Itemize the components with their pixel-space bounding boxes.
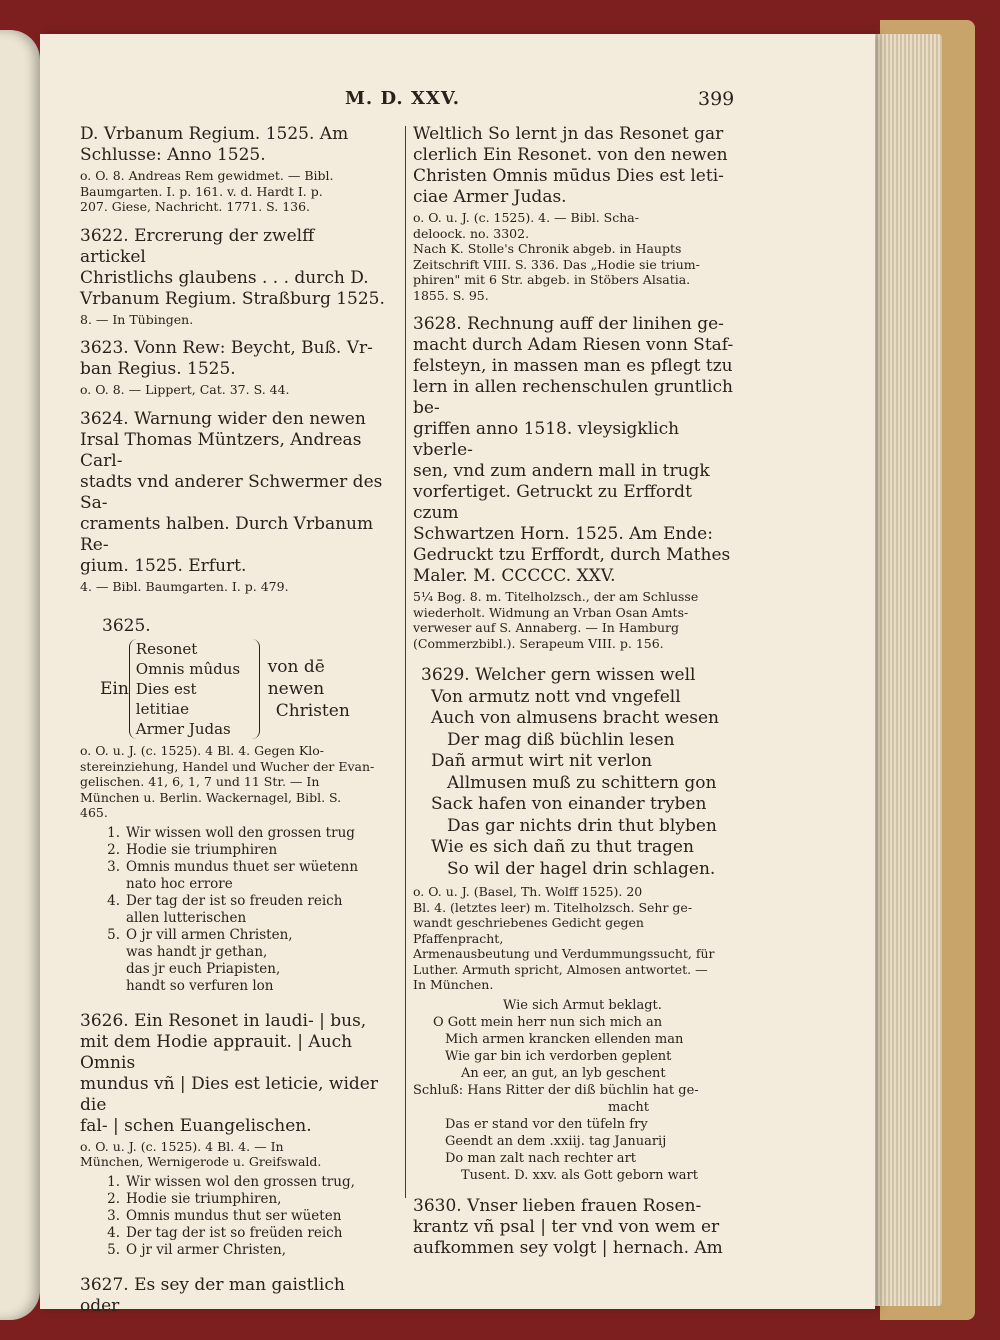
entry-title — [80, 124, 385, 166]
poem-line: Allmusen muß zu schittern gon — [447, 772, 717, 793]
text-line: 3628. Rechnung auff der linihen ge- — [413, 314, 724, 334]
list-text: O jr vil armer Christen, — [126, 1241, 287, 1258]
entry-title — [80, 409, 385, 577]
entry-3628 — [413, 314, 735, 651]
list-text: nato hoc errore — [126, 875, 233, 892]
entry-3626 — [80, 1011, 385, 1259]
note-line: o. O. u. J. (c. 1525). 4 Bl. 4. Gegen Klo- — [80, 743, 325, 758]
list-number: 3. — [107, 858, 120, 875]
note-line: stereinziehung, Handel und Wucher der Evan- — [80, 758, 375, 774]
text-line: gium. 1525. Erfurt. — [80, 555, 247, 576]
list-item — [80, 927, 385, 944]
note-line: o. O. u. J. (c. 1525). 4. — Bibl. Scha- — [413, 210, 639, 225]
note-line: München u. Berlin. Wackernagel, Bibl. S. — [80, 789, 342, 805]
right-column — [413, 124, 735, 1270]
entry-3624 — [80, 409, 385, 595]
note-line: 4. — Bibl. Baumgarten. I. p. 479. — [80, 578, 289, 594]
note-line: verweser auf S. Annaberg. — In Hamburg — [413, 620, 680, 635]
note-line: o. O. u. J. (Basel, Th. Wolff 1525). 20 — [413, 884, 643, 899]
brace-title — [80, 639, 385, 739]
incipit-list — [80, 1174, 385, 1259]
verse-line: Wie gar bin ich verdorben geplent — [445, 1048, 672, 1064]
text-line: fal- | schen Euangelischen. — [80, 1115, 312, 1136]
column-divider — [405, 126, 406, 1198]
text-line: felsteyn, in massen man es pflegt tzu — [413, 356, 733, 376]
entry-note — [413, 884, 735, 993]
verse-line: Do man zalt nach rechter art — [445, 1150, 637, 1166]
text-line: Christen — [275, 701, 350, 721]
brace-suffix — [260, 656, 385, 722]
text-line: aufkommen sey volgt | hernach. Am — [413, 1237, 723, 1258]
note-line: gelischen. 41, 6, 1, 7 und 11 Str. — In — [80, 774, 320, 789]
text-line: 3622. Ercrerung der zwelff artickel — [80, 225, 315, 267]
text-line: clerlich Ein Resonet. von den newen — [413, 145, 728, 165]
entry-title — [80, 1275, 385, 1317]
note-line: Zeitschrift VIII. S. 336. Das „Hodie sie trium- — [413, 256, 700, 272]
list-item — [80, 842, 385, 859]
list-text: O jr vill armen Christen, — [126, 926, 293, 943]
list-number: 2. — [107, 1190, 120, 1207]
entry-3623 — [80, 338, 385, 398]
entry-note — [413, 210, 735, 303]
text-line: mundus vñ | Dies est leticie, wider die — [80, 1073, 378, 1115]
entry-note — [80, 579, 385, 595]
braced-item: Omnis mûdus — [135, 660, 241, 678]
note-line: phiren" mit 6 Str. abgeb. in Stöbers Alsatia. — [413, 272, 691, 287]
text-line: Vrbanum Regium. Straßburg 1525. — [80, 288, 385, 309]
braced-item: Armer Judas — [135, 720, 231, 738]
list-item — [80, 1242, 385, 1259]
list-text: Wir wissen woll den grossen trug — [126, 824, 355, 841]
text-line: Gedruckt tzu Erffordt, durch Mathes — [413, 545, 731, 565]
entry-title — [80, 226, 385, 310]
list-number — [80, 910, 126, 927]
list-number: 5. — [107, 1241, 120, 1258]
note-line: (Commerzbibl.). Serapeum VIII. p. 156. — [413, 635, 664, 651]
list-text: Der tag der ist so freuden reich — [126, 892, 343, 909]
note-line: o. O. u. J. (c. 1525). 4 Bl. 4. — In — [80, 1138, 284, 1154]
text-line: macht durch Adam Riesen vonn Staf- — [413, 335, 734, 355]
note-line: 207. Giese, Nachricht. 1771. S. 136. — [80, 199, 311, 214]
left-column — [80, 124, 385, 1328]
entry-title — [80, 338, 385, 380]
entry-3630 — [413, 1196, 735, 1259]
text-line: 3630. Vnser lieben frauen Rosen- — [413, 1195, 702, 1216]
list-text: Omnis mundus thuet ser wüetenn — [126, 858, 359, 875]
poem-line: Auch von almusens bracht wesen — [431, 708, 719, 728]
text-line: 3626. Ein Resonet in laudi- | bus, — [80, 1010, 367, 1031]
text-line: 3624. Warnung wider den newen — [80, 408, 366, 429]
list-item — [80, 978, 385, 995]
poem-line: 3629. Welcher gern wissen well — [421, 665, 696, 685]
entry-note — [80, 312, 385, 328]
list-item — [80, 944, 385, 961]
poem-line: So wil der hagel drin schlagen. — [447, 858, 716, 879]
entry-title — [413, 1196, 735, 1259]
text-line: von dē newen — [267, 657, 325, 699]
list-text: Wir wissen wol den grossen trug, — [126, 1173, 355, 1190]
list-number: 1. — [107, 824, 120, 841]
text-line: Christlichs glaubens . . . durch D. — [80, 267, 369, 288]
list-number — [80, 961, 126, 978]
list-text: handt so verfuren lon — [126, 977, 274, 994]
poem-line: Sack hafen von einander tryben — [431, 794, 707, 814]
braced-item: Resonet — [135, 640, 198, 658]
text-line: craments halben. Durch Vrbanum Re- — [80, 513, 374, 555]
list-number — [80, 944, 126, 961]
entry-continued — [80, 124, 385, 215]
list-item — [80, 876, 385, 893]
entry-3625 — [80, 616, 385, 995]
text-line: Irsal Thomas Müntzers, Andreas Carl- — [80, 429, 362, 471]
list-number: 2. — [107, 841, 120, 858]
list-text: allen lutterischen — [126, 909, 247, 926]
page-number: 399 — [698, 88, 735, 110]
note-line: München, Wernigerode u. Greifswald. — [80, 1154, 322, 1169]
list-text: was handt jr gethan, — [126, 943, 268, 960]
verse-line: An eer, an gut, an lyb geschent — [461, 1065, 666, 1081]
note-line: 1855. S. 95. — [413, 287, 489, 303]
text-line: Schlusse: Anno 1525. — [80, 145, 266, 165]
note-line: o. O. 8. — Lippert, Cat. 37. S. 44. — [80, 382, 290, 397]
text-line: griffen anno 1518. vleysigklich vberle- — [413, 419, 680, 460]
text-line: Christen Omnis mūdus Dies est leti- — [413, 166, 724, 186]
note-line: 465. — [80, 805, 108, 820]
note-line: Armenausbeutung und Verdummungssucht, für — [413, 946, 715, 961]
note-line: Luther. Armuth spricht, Almosen antwortet. — — [413, 961, 708, 977]
note-line: 8. — In Tübingen. — [80, 311, 194, 327]
poem-line: Das gar nichts drin thut blyben — [447, 815, 717, 836]
entry-title — [413, 314, 735, 587]
poem-line: Wie es sich dañ zu thut tragen — [431, 837, 694, 857]
list-number: 3. — [107, 1207, 120, 1224]
entry-title — [413, 124, 735, 208]
list-text: das jr euch Priapisten, — [126, 960, 281, 977]
note-line: wiederholt. Widmung an Vrban Osan Amts- — [413, 604, 689, 620]
list-text: Hodie sie triumphiren, — [126, 1190, 282, 1207]
list-item — [80, 859, 385, 876]
entry-3622 — [80, 226, 385, 328]
note-line: wandt geschriebenes Gedicht gegen Pfaffenpracht, — [413, 915, 644, 946]
note-line: Baumgarten. I. p. 161. v. d. Hardt I. p. — [80, 183, 323, 199]
braced-titles — [129, 639, 260, 739]
verse-line: O Gott mein herr nun sich mich an — [433, 1014, 663, 1030]
text-line: 3627. Es sey der man gaistlich oder — [80, 1274, 345, 1316]
verse-line: Das er stand vor den tüfeln fry — [445, 1116, 648, 1132]
poem-line: Von armutz nott vnd vngefell — [431, 686, 681, 707]
facing-page-edge — [0, 30, 40, 1320]
text-line: lern in allen rechenschulen gruntlich be- — [413, 377, 733, 418]
text-line: Maler. M. CCCCC. XXV. — [413, 566, 616, 586]
entry-note — [80, 382, 385, 398]
list-number: 4. — [107, 892, 120, 909]
brace-prefix: Ein — [100, 678, 129, 699]
list-item — [80, 1191, 385, 1208]
incipit-list — [80, 825, 385, 995]
text-line: stadts vnd anderer Schwermer des Sa- — [80, 471, 383, 513]
text-line: 3623. Vonn Rew: Beycht, Buß. Vr- — [80, 338, 373, 358]
text-line: mit dem Hodie apprauit. | Auch Omnis — [80, 1031, 353, 1073]
list-number: 5. — [107, 926, 120, 943]
text-line: krantz vñ psal | ter vnd von wem er — [413, 1216, 720, 1237]
list-item — [80, 1174, 385, 1191]
verse-line: Tusent. D. xxv. als Gott geborn wart — [461, 1167, 698, 1183]
quoted-verses — [413, 997, 735, 1184]
entry-3629 — [413, 665, 735, 1184]
list-number: 4. — [107, 1224, 120, 1241]
entry-title — [80, 1011, 385, 1137]
list-number — [80, 978, 126, 995]
list-item — [80, 1208, 385, 1225]
entry-3627 — [80, 1275, 385, 1317]
text-line: D. Vrbanum Regium. 1525. Am — [80, 124, 349, 144]
braced-item: Dies est letitiae — [135, 680, 197, 718]
verse-line: macht — [608, 1099, 649, 1115]
poem-line: Der mag diß büchlin lesen — [447, 729, 675, 750]
text-line: sen, vnd zum andern mall in trugk — [413, 461, 710, 481]
list-text: Hodie sie triumphiren — [126, 841, 278, 858]
verse-line: Geendt an dem .xxiij. tag Januarij — [445, 1133, 667, 1149]
text-line: ciae Armer Judas. — [413, 187, 567, 207]
note-line: deloock. no. 3302. — [413, 225, 530, 241]
entry-note — [80, 743, 385, 821]
text-line: ban Regius. 1525. — [80, 359, 236, 379]
note-line: In München. — [413, 977, 494, 992]
text-line: Schwartzen Horn. 1525. Am Ende: — [413, 524, 713, 544]
entry-note — [80, 1139, 385, 1170]
note-line: Nach K. Stolle's Chronik abgeb. in Haupts — [413, 241, 682, 256]
poem-line: Dañ armut wirt nit verlon — [431, 751, 653, 771]
running-head-title: M. D. XXV. — [345, 88, 460, 109]
note-line: Bl. 4. (letztes leer) m. Titelholzsch. Sehr ge- — [413, 899, 693, 915]
list-item — [80, 825, 385, 842]
entry-note — [80, 168, 385, 215]
list-item — [80, 910, 385, 927]
list-item — [80, 1225, 385, 1242]
list-text: Omnis mundus thut ser wüeten — [126, 1207, 342, 1224]
list-item — [80, 893, 385, 910]
verse-line: Schluß: Hans Ritter der diß büchlin hat ge- — [413, 1082, 699, 1098]
list-item — [80, 961, 385, 978]
entry-number: 3625. — [102, 616, 151, 636]
note-line: o. O. 8. Andreas Rem gewidmet. — Bibl. — [80, 168, 334, 183]
verse-subtitle: Wie sich Armut beklagt. — [503, 997, 662, 1013]
text-line: vorfertiget. Getruckt zu Erffordt czum — [413, 482, 692, 523]
entry-note — [413, 589, 735, 651]
list-number — [80, 876, 126, 893]
verse-line: Mich armen krancken ellenden man — [445, 1031, 684, 1047]
entry-3627-continued — [413, 124, 735, 303]
poem-title — [413, 665, 735, 880]
note-line: 5¼ Bog. 8. m. Titelholzsch., der am Schlusse — [413, 589, 699, 604]
list-number: 1. — [107, 1173, 120, 1190]
text-line: Weltlich So lernt jn das Resonet gar — [413, 124, 724, 144]
list-text: Der tag der ist so freüden reich — [126, 1224, 343, 1241]
